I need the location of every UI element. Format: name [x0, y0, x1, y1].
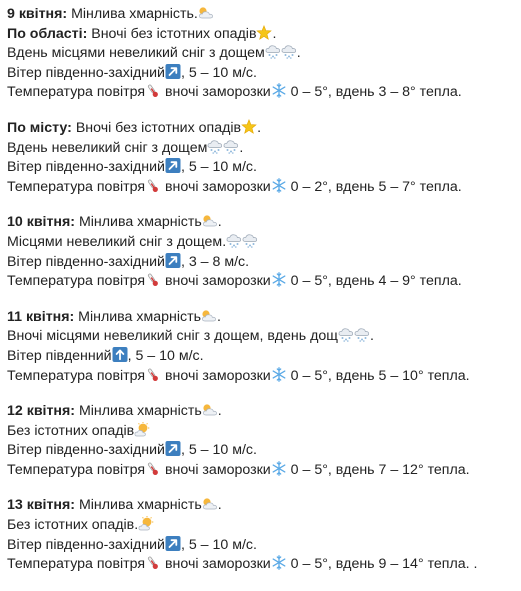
sun-behind-small-cloud-icon — [138, 516, 154, 531]
thermometer-icon — [145, 461, 161, 476]
temperature-label: Температура повітря — [7, 84, 146, 101]
cloud-with-snow-icon — [338, 327, 354, 342]
temperature-values: 0 – 5°, вдень 4 – 9° тепла. — [286, 273, 462, 290]
night-precip-text: Вночі без істотних опадів — [87, 25, 257, 42]
temperature-line — [7, 178, 517, 198]
date-label: 10 квітня: — [7, 214, 76, 231]
wind-line — [7, 347, 517, 367]
cloud-with-snow-icon — [354, 327, 370, 342]
temperature-line — [7, 272, 517, 292]
snowflake-icon — [271, 555, 287, 570]
date-label: 13 квітня: — [7, 497, 76, 514]
night-precip-text: Вночі без істотних опадів — [71, 119, 242, 136]
day-summary-line — [7, 5, 517, 25]
temperature-values: 0 – 5°, вдень 9 – 14° тепла. . — [286, 556, 478, 573]
sun-behind-cloud-icon — [202, 496, 218, 511]
wind-speed-text: , 5 – 10 м/с. — [180, 159, 257, 176]
forecast-block-apr10 — [7, 213, 517, 291]
precip-text: Вночі місцями невеликий сніг з дощем, вдень дощ — [7, 328, 338, 345]
sun-behind-small-cloud-icon — [134, 422, 150, 437]
arrow-up-right-icon — [165, 158, 181, 173]
cloud-with-snow-icon — [226, 233, 242, 248]
frost-text: вночі заморозки — [161, 84, 271, 101]
temperature-line — [7, 555, 517, 575]
summary-text: Мінлива хмарність — [75, 214, 202, 231]
arrow-up-icon — [112, 347, 128, 362]
star-icon — [256, 25, 272, 40]
day-summary-line: 11 квітня: Мінлива хмарність . — [7, 308, 221, 325]
precip-line — [7, 233, 517, 253]
snowflake-icon — [271, 178, 287, 193]
snowflake-icon — [271, 83, 287, 98]
snowflake-icon — [271, 272, 287, 287]
wind-line — [7, 253, 517, 273]
wind-speed-text: , 5 – 10 м/с. — [180, 442, 257, 459]
day-precip-text: Вдень невеликий сніг з дощем — [7, 139, 208, 156]
frost-text: вночі заморозки — [161, 273, 271, 290]
temperature-label: Температура повітря — [7, 367, 146, 384]
thermometer-icon — [145, 272, 161, 287]
sun-behind-cloud-icon — [201, 308, 217, 323]
cloud-with-snow-icon — [265, 44, 281, 59]
region-label: По області: — [7, 25, 88, 42]
precip-line: Вночі місцями невеликий сніг з дощем, вдень дощ . — [7, 328, 374, 345]
wind-line — [7, 64, 517, 84]
day-precip-text: Вдень місцями невеликий сніг з дощем — [7, 45, 265, 62]
temperature-line — [7, 83, 517, 103]
frost-text: вночі заморозки — [161, 556, 271, 573]
temperature-line — [7, 367, 517, 387]
temperature-label: Температура повітря — [7, 461, 146, 478]
wind-speed-text: , 5 – 10 м/с. — [180, 536, 257, 553]
star-icon — [241, 119, 257, 134]
cloud-with-snow-icon — [242, 233, 258, 248]
wind-direction-text: Вітер південно-західний — [7, 253, 165, 270]
wind-direction-text: Вітер південний — [7, 347, 112, 364]
arrow-up-right-icon — [165, 64, 181, 79]
wind-line — [7, 536, 517, 556]
wind-speed-text: , 5 – 10 м/с. — [180, 64, 257, 81]
cloud-with-snow-icon — [281, 44, 297, 59]
region-day-line: Вдень невеликий сніг з дощем . — [7, 139, 244, 156]
arrow-up-right-icon — [165, 536, 181, 551]
snowflake-icon — [271, 367, 287, 382]
frost-text: вночі заморозки — [161, 178, 271, 195]
snowflake-icon — [271, 461, 287, 476]
day-summary-line: 10 квітня: Мінлива хмарність . — [7, 214, 222, 231]
wind-speed-text: , 5 – 10 м/с. — [127, 347, 204, 364]
forecast-block-apr12 — [7, 402, 517, 480]
temperature-values: 0 – 5°, вдень 5 – 10° тепла. — [286, 367, 470, 384]
frost-text: вночі заморозки — [161, 367, 271, 384]
sun-behind-cloud-icon — [202, 402, 218, 417]
forecast-block-city — [7, 119, 517, 197]
frost-text: вночі заморозки — [161, 461, 271, 478]
temperature-values: 0 – 5°, вдень 3 – 8° тепла. — [286, 84, 462, 101]
precip-text: Місцями невеликий сніг з дощем. — [7, 233, 227, 250]
temperature-label: Температура повітря — [7, 273, 146, 290]
day-summary-line: 12 квітня: Мінлива хмарність . — [7, 403, 222, 420]
date-label: 9 квітня: — [7, 6, 68, 22]
region-day-line: Вдень місцями невеликий сніг з дощем . — [7, 45, 301, 62]
wind-direction-text: Вітер південно-західний — [7, 536, 165, 553]
thermometer-icon — [145, 555, 161, 570]
precip-line — [7, 422, 517, 442]
forecast-block-apr13 — [7, 496, 517, 574]
date-label: 12 квітня: — [7, 403, 76, 420]
sun-behind-cloud-icon — [202, 213, 218, 228]
wind-direction-text: Вітер південно-західний — [7, 159, 165, 176]
forecast-block-apr11 — [7, 308, 517, 386]
wind-line — [7, 441, 517, 461]
summary-text: Мінлива хмарність. — [67, 6, 198, 22]
arrow-up-right-icon — [165, 441, 181, 456]
forecast-block-apr9 — [7, 5, 517, 103]
wind-direction-text: Вітер південно-західний — [7, 442, 165, 459]
precip-line — [7, 516, 517, 536]
temperature-values: 0 – 5°, вдень 7 – 12° тепла. — [286, 461, 470, 478]
temperature-label: Температура повітря — [7, 178, 146, 195]
temperature-values: 0 – 2°, вдень 5 – 7° тепла. — [286, 178, 462, 195]
region-label: По місту: — [7, 119, 72, 136]
day-summary-line: 13 квітня: Мінлива хмарність . — [7, 497, 222, 514]
wind-line — [7, 158, 517, 178]
date-label: 11 квітня: — [7, 308, 75, 325]
temperature-label: Температура повітря — [7, 556, 146, 573]
region-night-line: По області: Вночі без істотних опадів . — [7, 25, 277, 42]
wind-speed-text: , 3 – 8 м/с. — [180, 253, 250, 270]
precip-text: Без істотних опадів — [7, 422, 135, 439]
forecast-document — [7, 5, 517, 591]
cloud-with-snow-icon — [223, 139, 239, 154]
region-night-line: По місту: Вночі без істотних опадів . — [7, 119, 262, 136]
summary-text: Мінлива хмарність — [75, 497, 202, 514]
temperature-line — [7, 461, 517, 481]
precip-text: Без істотних опадів. — [7, 517, 139, 534]
thermometer-icon — [145, 367, 161, 382]
summary-text: Мінлива хмарність — [74, 308, 201, 325]
cloud-with-snow-icon — [207, 139, 223, 154]
summary-text: Мінлива хмарність — [75, 403, 202, 420]
thermometer-icon — [145, 83, 161, 98]
thermometer-icon — [145, 178, 161, 193]
sun-behind-cloud-icon — [198, 5, 214, 20]
arrow-up-right-icon — [165, 253, 181, 268]
wind-direction-text: Вітер південно-західний — [7, 64, 165, 81]
